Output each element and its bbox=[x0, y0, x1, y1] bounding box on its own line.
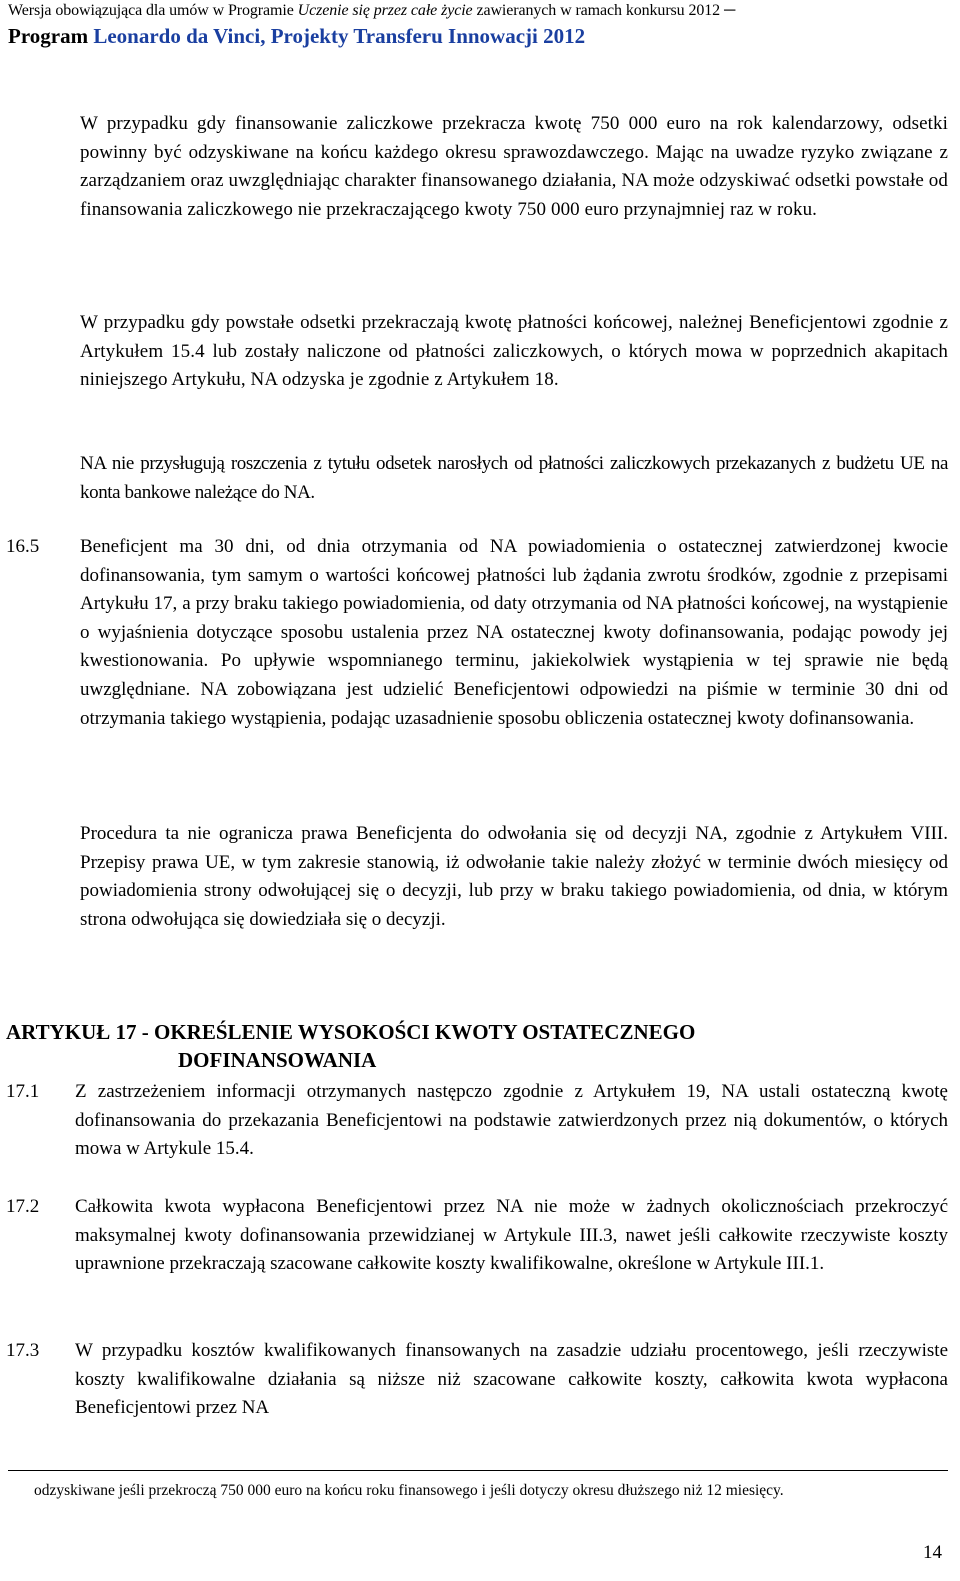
header-program-italic: Uczenie się przez całe życie bbox=[297, 2, 473, 19]
article-17-heading-line1: ARTYKUŁ 17 - OKREŚLENIE WYSOKOŚCI KWOTY OSTATECZNEGO bbox=[6, 1020, 696, 1044]
paragraph-interest-exceeds: W przypadku gdy powstałe odsetki przekraczają kwotę płatności końcowej, należnej Beneficjentowi zgodnie z Artykułem 15.4 lub zostały naliczone od płatności zaliczkowych, o których mowa w poprzednich akapitach niniejszego Artykułu, NA odzyska je zgodnie z Artykułem 18. bbox=[80, 312, 948, 391]
section-17-3-text: W przypadku kosztów kwalifikowanych finansowanych na zasadzie udziału procentowego, jeśli rzeczywiste koszty kwalifikowalne działania są niższe niż szacowane całkowite koszty, całkowita kwota wypłacona Beneficjentowi przez NA bbox=[75, 1340, 948, 1419]
header-program-line bbox=[8, 22, 958, 50]
paragraph-na-no-claims: NA nie przysługują roszczenia z tytułu odsetek narosłych od płatności zaliczkowych przekazanych z budżetu UE na konta bankowe należące do NA. bbox=[80, 453, 948, 503]
header-version-suffix: zawieranych w ramach konkursu 2012 ─ bbox=[472, 2, 736, 19]
header-version-prefix: Wersja obowiązująca dla umów w Programie bbox=[8, 2, 298, 19]
page-number: 14 bbox=[923, 1542, 942, 1563]
footnote-separator bbox=[8, 1470, 948, 1471]
section-17-1-text: Z zastrzeżeniem informacji otrzymanych następczo zgodnie z Artykułem 19, NA ustali ostateczną kwotę dofinansowania do przekazania Beneficjentowi na podstawie zatwierdzonych przez nią dokumentów, o których mowa w Artykule 15.4. bbox=[75, 1081, 948, 1160]
section-number-16-5: 16.5 bbox=[6, 536, 40, 557]
section-16-5-text: Beneficjent ma 30 dni, od dnia otrzymania od NA powiadomienia o ostatecznej zatwierdzonej kwocie dofinansowania, tym samym o wartości końcowej płatności lub żądania zwrotu środków, zgodnie z przepisami Artykułu 17, a przy braku takiego powiadomienia, od daty otrzymania od NA płatności końcowej, na wystąpienie o wyjaśnienia dotyczące sposobu ustalenia przez NA ostatecznej kwoty dofinansowania, podając powody jej kwestionowania. Po upływie wspomnianego terminu, jakiekolwiek wystąpienia w tej sprawie nie będą uwzględniane. NA zobowiązana jest udzielić Beneficjentowi odpowiedzi na piśmie w terminie 30 dni od otrzymania takiego wystąpienia, podając uzasadnienie sposobu obliczenia ostatecznej kwoty dofinansowania. bbox=[80, 536, 948, 729]
footnote-text: odzyskiwane jeśli przekroczą 750 000 euro na końcu roku finansowego i jeśli dotyczy okresu dłuższego niż 12 miesięcy. bbox=[34, 1482, 784, 1499]
article-17-heading-line2: DOFINANSOWANIA bbox=[178, 1048, 377, 1072]
article-17-heading bbox=[6, 1018, 906, 1074]
paragraph-advance-interest: W przypadku gdy finansowanie zaliczkowe przekracza kwotę 750 000 euro na rok kalendarzowy, odsetki powinny być odzyskiwane na końcu każdego okresu sprawozdawczego. Mając na uwadze ryzyko związane z zarządzaniem oraz uwzględniając charakter finansowanego działania, NA może odzyskiwać odsetki powstałe od finansowania zaliczkowego nie przekraczającego kwoty 750 000 euro przynajmniej raz w roku. bbox=[80, 113, 948, 220]
page-header bbox=[8, 0, 958, 50]
section-number-17-2: 17.2 bbox=[6, 1196, 40, 1217]
header-program-name: Leonardo da Vinci, Projekty Transferu Innowacji 2012 bbox=[93, 24, 586, 48]
header-version-line bbox=[8, 0, 958, 22]
header-program-prefix: Program bbox=[8, 24, 94, 48]
section-number-17-3: 17.3 bbox=[6, 1340, 40, 1361]
section-17-2-text: Całkowita kwota wypłacona Beneficjentowi przez NA nie może w żadnych okolicznościach przekroczyć maksymalnej kwoty dofinansowania przewidzianej w Artykule III.3, nawet jeśli całkowite rzeczywiste koszty uprawnione przekraczają szacowane całkowite koszty kwalifikowalne, określone w Artykule III.1. bbox=[75, 1196, 948, 1275]
section-number-17-1: 17.1 bbox=[6, 1081, 40, 1102]
paragraph-appeal-procedure: Procedura ta nie ogranicza prawa Beneficjenta do odwołania się od decyzji NA, zgodnie z Artykułem VIII. Przepisy prawa UE, w tym zakresie stanowią, iż odwołanie takie należy złożyć w terminie dwóch miesięcy od powiadomienia strony odwołującej się o decyzji, lub przy w braku takiego powiadomienia, od dnia, w którym strona odwołująca się dowiedziała się o decyzji. bbox=[80, 823, 948, 930]
